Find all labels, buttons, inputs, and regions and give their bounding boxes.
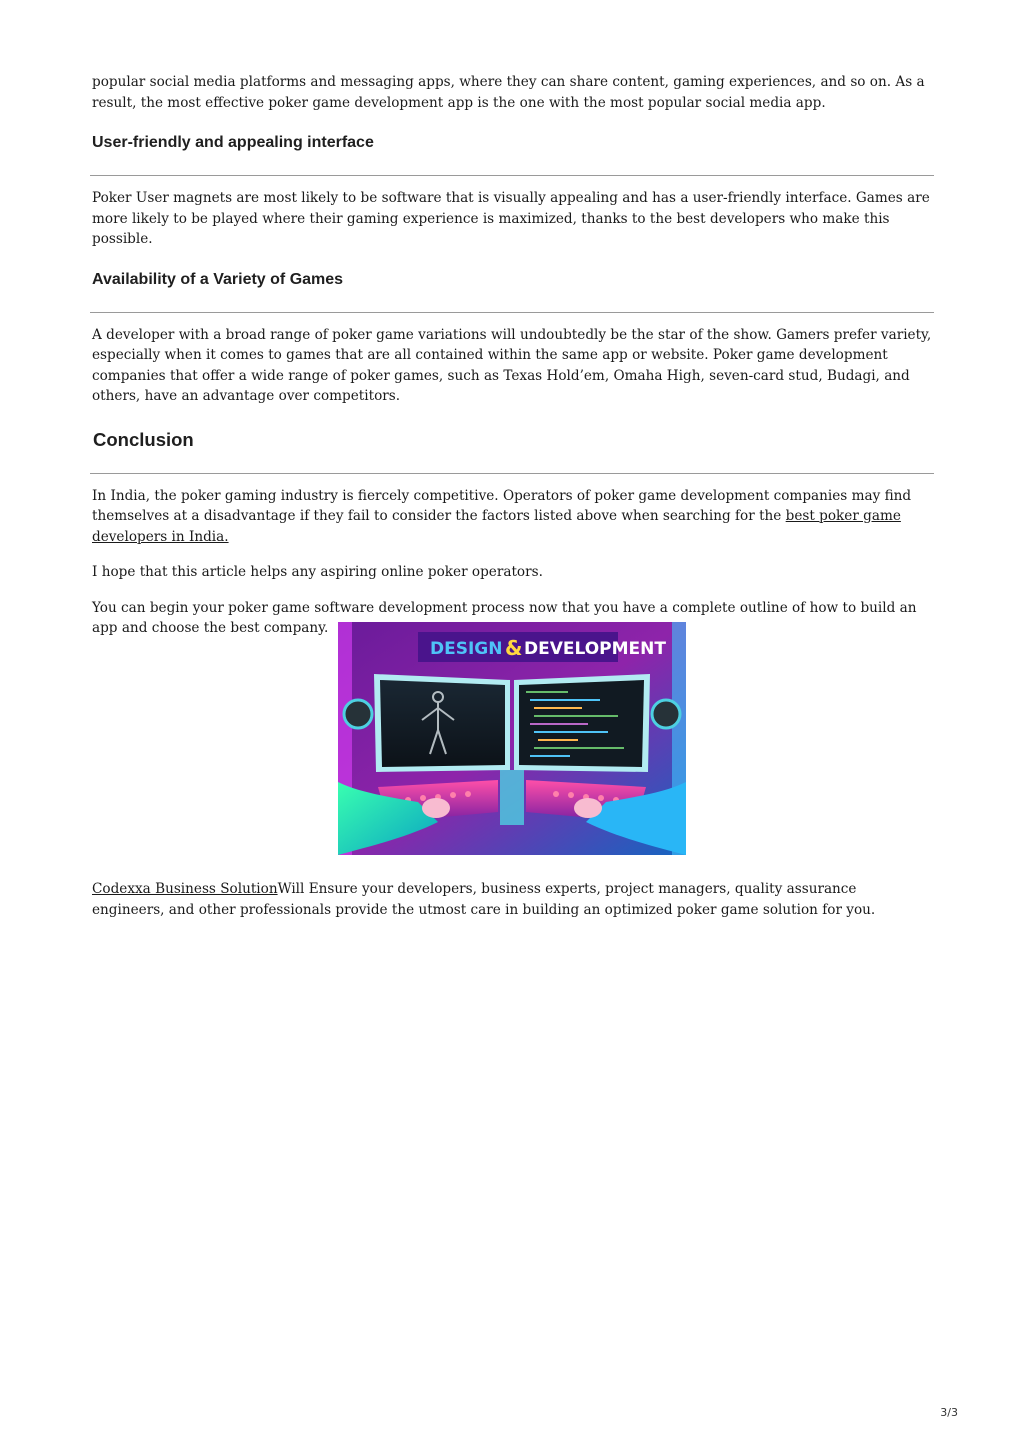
section-heading-ui: User-friendly and appealing interface xyxy=(92,134,374,151)
article-body xyxy=(92,72,932,654)
footer-paragraph xyxy=(92,879,932,935)
section-ui-paragraph: Poker User magnets are most likely to be software that is visually appealing and has a user-friendly interface. Games are more likely to be played where their gaming experience is maximized, thanks to the best developers who make this possible. xyxy=(92,190,930,247)
footer-text-block xyxy=(92,879,932,920)
banner-design-text: DESIGN xyxy=(430,639,503,659)
conclusion-paragraph xyxy=(92,486,932,548)
design-development-illustration xyxy=(338,622,686,855)
conclusion-text: In India, the poker gaming industry is fiercely competitive. Operators of poker game development companies may find themselves at a disadvantage if they fail to consider the factors listed above when searching for the xyxy=(92,487,912,524)
divider xyxy=(90,175,934,176)
conclusion-paragraph-3: You can begin your poker game software development process now that you have a complete outline of how to build an app and choose the best company. xyxy=(92,599,917,636)
divider xyxy=(90,312,934,313)
divider xyxy=(90,473,934,474)
section-heading-variety: Availability of a Variety of Games xyxy=(92,270,344,288)
conclusion-heading: Conclusion xyxy=(93,428,194,450)
conclusion-paragraph-2: I hope that this article helps any aspiring online poker operators. xyxy=(92,564,543,580)
page-number: 3/3 xyxy=(940,1406,958,1419)
intro-paragraph: popular social media platforms and messaging apps, where they can share content, gaming experiences, and so on. As a result, the most effective poker game development app is the one with the most popular social media app. xyxy=(92,74,925,111)
codexxa-link[interactable]: Codexxa Business Solution xyxy=(92,881,278,897)
banner-development-text: DEVELOPMENT xyxy=(524,639,666,659)
section-variety-paragraph: A developer with a broad range of poker game variations will undoubtedly be the star of the show. Gamers prefer variety, especially when it comes to games that are all contained within the same app or website. Poker game development companies that offer a wide range of poker games, such as Texas Hold’em, Omaha High, seven-card stud, Budagi, and others, have an advantage over competitors. xyxy=(92,326,932,404)
best-developers-link[interactable]: best poker game developers in India. xyxy=(92,508,901,545)
banner-amp-text: & xyxy=(505,636,523,660)
footer-text: Will Ensure your developers, business experts, project managers, quality assurance engineers, and other professionals provide the utmost care in building an optimized poker game solution for you. xyxy=(92,881,876,918)
